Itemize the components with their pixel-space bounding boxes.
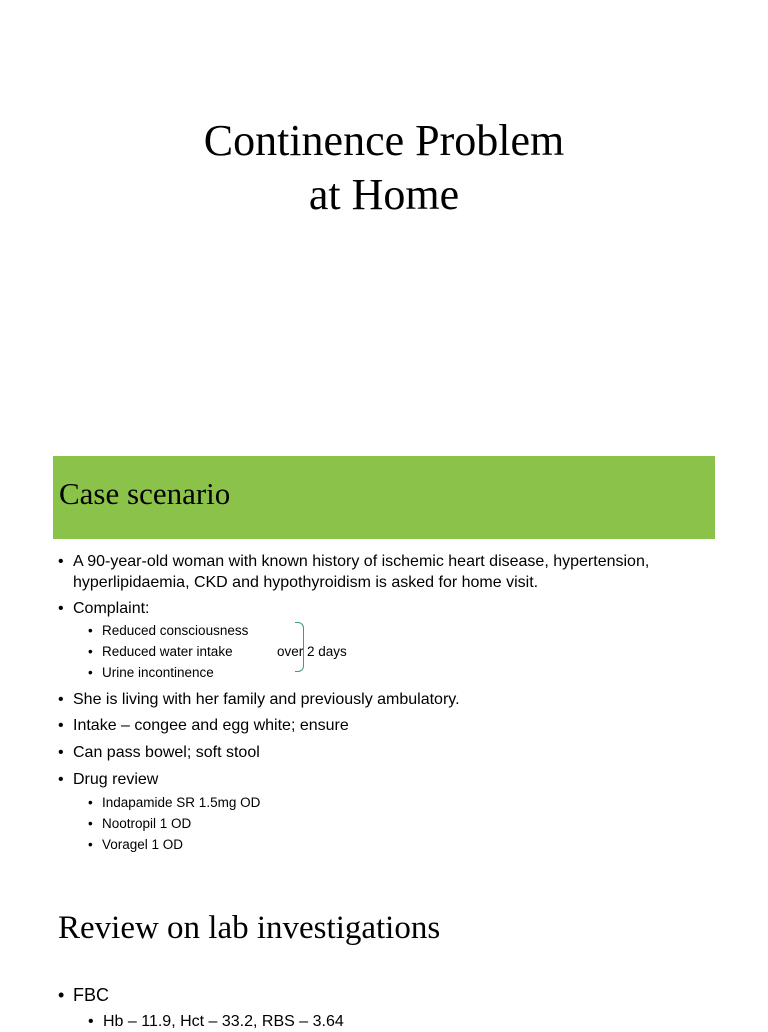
- bullet-dot: •: [58, 744, 64, 761]
- bullet-text: A 90-year-old woman with known history of ischemic heart disease, hypertension,: [73, 553, 650, 570]
- bullet-dot: •: [88, 837, 93, 852]
- bullet-text: She is living with her family and previously ambulatory.: [73, 691, 460, 708]
- bullet-text: Complaint:: [73, 600, 150, 617]
- bullet-text: Drug review: [73, 771, 159, 788]
- case-scenario-heading: Case scenario: [59, 476, 231, 511]
- slide-title: [0, 114, 768, 222]
- title-line-1: Continence Problem: [203, 116, 565, 165]
- complaint-text: Reduced consciousness: [102, 623, 249, 638]
- lab-review-heading: Review on lab investigations: [58, 910, 441, 946]
- complaint-text: Urine incontinence: [102, 665, 214, 680]
- complaint-duration: over 2 days: [277, 644, 347, 659]
- complaint-text: Reduced water intake: [102, 644, 233, 659]
- bullet-dot: •: [88, 665, 93, 680]
- bullet-dot: •: [88, 623, 93, 638]
- bullet-dot: •: [58, 691, 64, 708]
- case-scenario-banner: [53, 456, 715, 539]
- bullet-dot: •: [58, 985, 65, 1005]
- drug-text: Voragel 1 OD: [102, 837, 184, 852]
- bullet-dot: •: [58, 600, 64, 617]
- bullet-text: FBC: [73, 985, 109, 1005]
- bullet-dot: •: [88, 816, 93, 831]
- bullet-dot: •: [88, 644, 93, 659]
- bullet-dot: •: [58, 771, 64, 788]
- drug-text: Nootropil 1 OD: [102, 816, 192, 831]
- bullet-text: Can pass bowel; soft stool: [73, 744, 260, 761]
- title-line-2: at Home: [308, 170, 460, 219]
- bullet-dot: •: [88, 795, 93, 810]
- bullet-text: hyperlipidaemia, CKD and hypothyroidism is asked for home visit.: [73, 574, 539, 591]
- bullet-dot: •: [88, 1013, 94, 1030]
- title-slide: [0, 0, 768, 440]
- bullet-text: Intake – congee and egg white; ensure: [73, 717, 349, 734]
- fbc-values-text: Hb – 11.9, Hct – 33.2, RBS – 3.64: [103, 1013, 344, 1030]
- drug-text: Indapamide SR 1.5mg OD: [102, 795, 261, 810]
- bullet-dot: •: [58, 717, 64, 734]
- bullet-dot: •: [58, 553, 64, 570]
